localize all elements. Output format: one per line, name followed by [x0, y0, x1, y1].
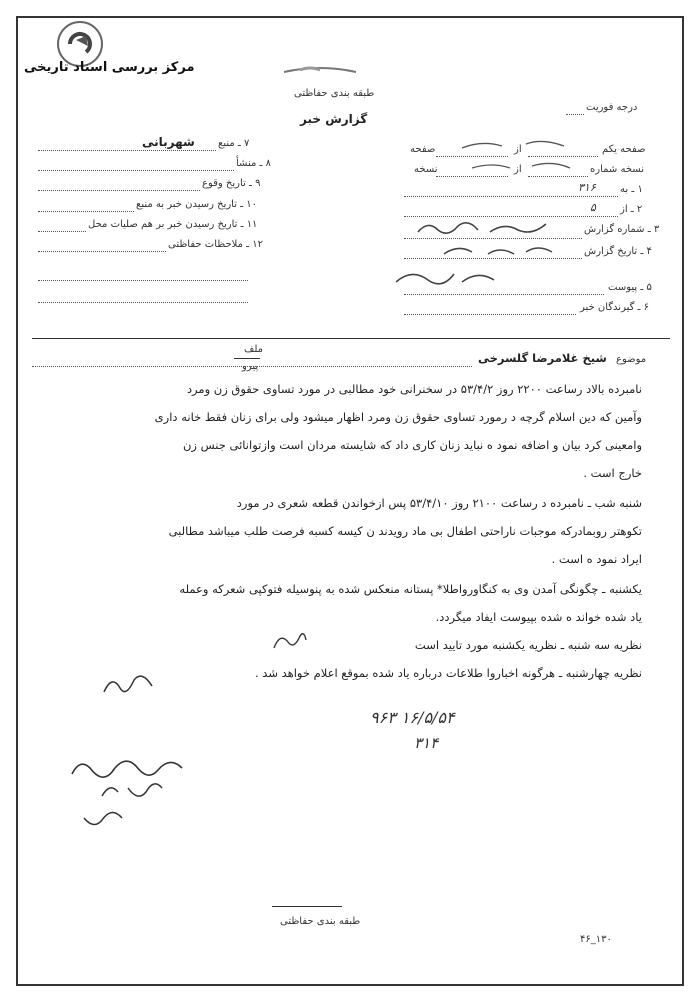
field-line: [38, 231, 86, 232]
field-line: [404, 238, 582, 239]
top-classification: طبقه بندی حفاظتی: [294, 88, 375, 99]
from-value: ۵: [590, 201, 596, 214]
handwritten-note: [390, 264, 500, 292]
field-line: [436, 176, 508, 177]
sheet-sub-label: پیرو: [242, 361, 259, 372]
page-suffix-label: صفحه: [410, 144, 436, 155]
report-number-label: ۳ ـ شماره گزارش: [584, 224, 660, 235]
body-line: یاد شده خواند ه شده بپیوست ایفاد میگردد.: [435, 610, 642, 624]
recipients-label: ۶ ـ گیرندگان خبر: [580, 302, 650, 313]
field-line: [404, 258, 582, 259]
received-stamp: ۹۶۳ ۱۶/۵/۵۴: [370, 708, 455, 727]
body-line: نامبرده بالاد رساعت ۲۲۰۰ روز ۵۳/۴/۲ در سخنرانی خود مطالبی در مورد تساوی حقوق زن ومرد: [186, 382, 642, 396]
report-date-label: ۴ ـ تاریخ گزارش: [584, 246, 652, 257]
document-page: [16, 16, 684, 986]
field-line: [38, 280, 248, 281]
page-number-label: صفحه یکم: [602, 144, 646, 155]
field-line: [38, 211, 134, 212]
field-line: [528, 176, 588, 177]
page-of-label: از: [514, 144, 522, 155]
section-divider: [32, 338, 670, 339]
urgency-label: درجه فوریت: [586, 102, 638, 113]
body-line: نظریه سه شنبه ـ نظریه یکشنبه مورد تایید است: [414, 638, 642, 652]
field-arrival-local-label: ۱۱ ـ تاریخ رسیدن خبر بر هم صلیات محل: [88, 219, 258, 230]
handwritten-initial: [270, 628, 310, 656]
copy-number-label: نسخه شماره: [590, 164, 644, 175]
handwritten-filing-note: [62, 748, 192, 838]
copy-suffix-label: نسخه: [414, 164, 438, 175]
body-line: شنبه شب ـ نامبرده د رساعت ۲۱۰۰ روز ۵۳/۴/۱۰ پس ازخواندن قطعه شعری در مورد: [236, 496, 642, 510]
handwritten-page-numbers: [452, 134, 602, 178]
copy-of-label: از: [514, 164, 522, 175]
handwritten-signature-small: [98, 668, 158, 702]
body-line: یکشنبه ـ چگونگی آمدن وی به کنگاورواطلا* پستانه منعکس شده به پنوسیله فتوکپی شعرکه وعمله: [179, 582, 642, 596]
field-security-label: ۱۲ ـ ملاحظات حفاظتی: [168, 239, 263, 250]
field-source-value: شهربانی: [142, 135, 195, 149]
from-label: ۲ ـ از: [620, 204, 643, 215]
field-line: [404, 314, 576, 315]
body-line: وامعینی کرد بیان و اضافه نمود ه نباید زنان کاری داد که شایسته مردان است وازتوانائی جنس زن: [182, 438, 642, 452]
footer-classification: طبقه بندی حفاظتی: [280, 916, 361, 927]
body-line: نظریه چهارشنبه ـ هرگونه اخباروا طلاعات درباره یاد شده بموقع اعلام خواهد شد .: [254, 666, 642, 680]
field-line: [38, 190, 200, 191]
body-line: وآمین که دین اسلام گرچه د رمورد تساوی حقوق زن ومرد اظهار میشود ولی برای زنان فقط خانه داری: [154, 410, 642, 424]
field-line: [404, 196, 618, 197]
field-line: [38, 251, 166, 252]
watermark-text: مرکز بررسی اسناد تاریخی: [24, 60, 195, 75]
page-code: ۴۶_۱۳۰: [580, 934, 612, 945]
subject-label: موضوع: [616, 354, 647, 365]
subject-line: [32, 366, 472, 367]
footer-stamp-line: [272, 906, 342, 907]
subject-value: شیخ غلامرضا گلسرخی: [478, 351, 607, 365]
to-label: ۱ ـ به: [620, 184, 643, 195]
body-line: تکوهتر روبمادرکه موجبات ناراحتی اطفال بی ماد رویدند ن کیسه کسبه فرصت طلب میباشد مطالبی: [168, 524, 642, 538]
field-line: [404, 294, 604, 295]
field-source-label: ۷ ـ منبع: [218, 138, 250, 149]
stamp-number: ۳۱۴: [414, 734, 439, 752]
handwritten-report-number: [414, 216, 564, 240]
to-value: ۳۱۶: [578, 181, 596, 194]
field-arrival-source-label: ۱۰ ـ تاریخ رسیدن خبر به منبع: [136, 199, 258, 210]
page-title: گزارش خبر: [300, 112, 368, 126]
sheet-underline: [234, 358, 260, 359]
field-event-date-label: ۹ ـ تاریخ وقوع: [202, 178, 261, 189]
body-line: ایراد نمود ه است .: [551, 552, 642, 566]
sheet-label: ملف: [244, 344, 264, 355]
body-line: خارج است .: [583, 466, 642, 480]
attachment-label: ۵ ـ پیوست: [608, 282, 652, 293]
field-line: [38, 302, 248, 303]
field-line: [38, 150, 216, 151]
field-line: [38, 170, 234, 171]
field-origin-label: ۸ ـ منشأ: [236, 158, 272, 169]
urgency-field: [566, 114, 584, 115]
